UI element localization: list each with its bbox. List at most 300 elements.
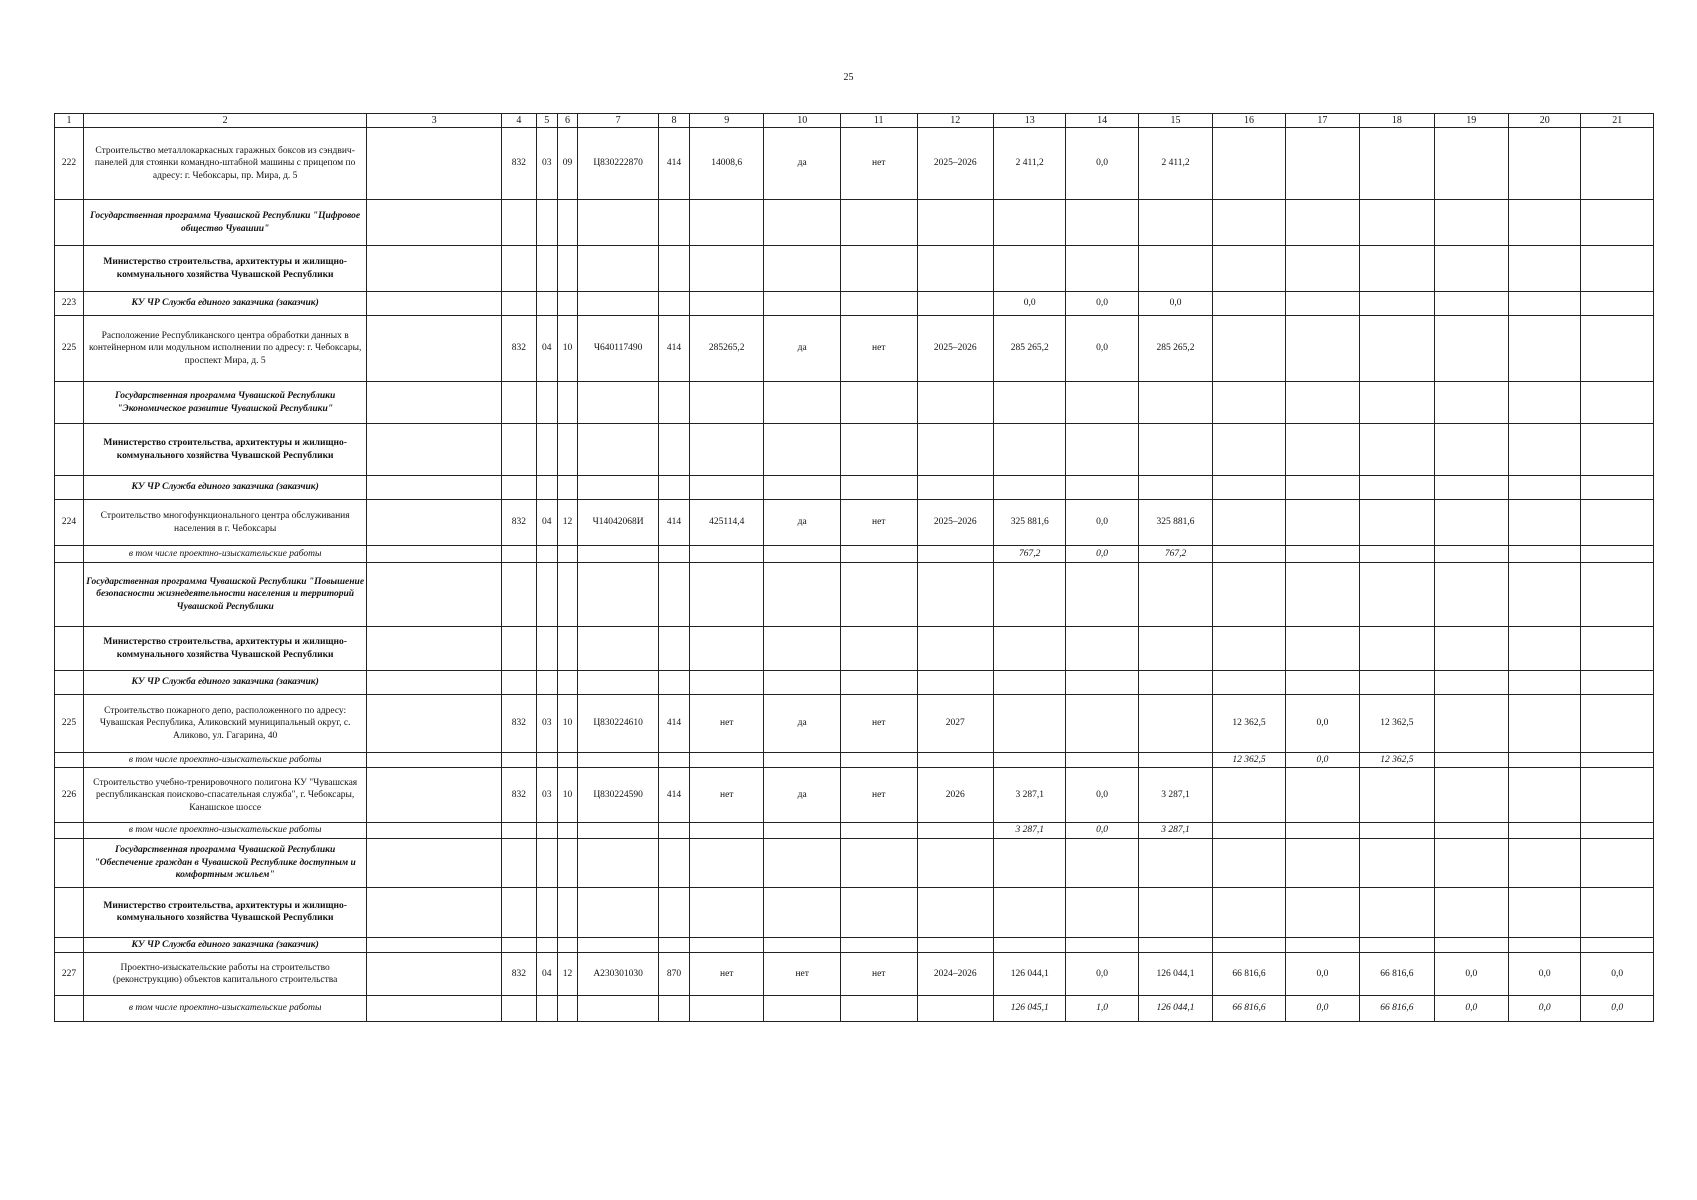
cell-col-5 xyxy=(536,546,557,563)
cell-col-20 xyxy=(1509,316,1581,382)
cell-col-12: 2027 xyxy=(917,695,994,753)
cell-col-11 xyxy=(840,823,917,838)
cell-col-13: 126 045,1 xyxy=(994,996,1066,1022)
cell-col-5 xyxy=(536,937,557,952)
cell-col-7: Ч14042068И xyxy=(578,500,659,546)
cell-col-6 xyxy=(557,476,578,500)
cell-col-11 xyxy=(840,476,917,500)
cell-col-10: да xyxy=(764,316,841,382)
cell-col-3 xyxy=(367,292,501,316)
cell-col-12 xyxy=(917,546,994,563)
cell-col-8: 414 xyxy=(658,695,689,753)
cell-col-14 xyxy=(1066,627,1138,671)
cell-col-9 xyxy=(689,546,763,563)
cell-col-5 xyxy=(536,671,557,695)
cell-col-6 xyxy=(557,382,578,424)
cell-col-7: А230301030 xyxy=(578,953,659,996)
object-row xyxy=(55,128,1654,200)
cell-col-20 xyxy=(1509,200,1581,246)
cell-col-19 xyxy=(1434,671,1508,695)
cell-col-16 xyxy=(1213,838,1285,887)
cell-col-5 xyxy=(536,996,557,1022)
cell-col-8 xyxy=(658,246,689,292)
cell-col-16 xyxy=(1213,128,1285,200)
row-number xyxy=(55,424,84,476)
cell-col-11 xyxy=(840,838,917,887)
cell-col-4 xyxy=(501,563,536,627)
cell-col-20 xyxy=(1509,937,1581,952)
cell-col-14 xyxy=(1066,937,1138,952)
cell-col-11 xyxy=(840,887,917,937)
column-number-3: 3 xyxy=(367,114,501,128)
cell-col-18: 12 362,5 xyxy=(1360,695,1434,753)
cell-col-10 xyxy=(764,838,841,887)
cell-col-4: 832 xyxy=(501,768,536,823)
cell-col-10: да xyxy=(764,695,841,753)
cell-col-16 xyxy=(1213,500,1285,546)
cell-col-16: 66 816,6 xyxy=(1213,953,1285,996)
cell-col-13 xyxy=(994,476,1066,500)
cell-col-11 xyxy=(840,546,917,563)
cell-col-4 xyxy=(501,887,536,937)
cell-col-4: 832 xyxy=(501,695,536,753)
cell-col-5 xyxy=(536,627,557,671)
cell-col-12 xyxy=(917,671,994,695)
cell-col-3 xyxy=(367,996,501,1022)
column-number-11: 11 xyxy=(840,114,917,128)
row-number: 225 xyxy=(55,695,84,753)
cell-col-14 xyxy=(1066,563,1138,627)
cell-col-12 xyxy=(917,996,994,1022)
cell-col-7 xyxy=(578,937,659,952)
cell-col-4 xyxy=(501,627,536,671)
cell-col-11: нет xyxy=(840,768,917,823)
cell-col-7 xyxy=(578,838,659,887)
cell-col-3 xyxy=(367,671,501,695)
cell-col-9 xyxy=(689,563,763,627)
cell-col-4 xyxy=(501,546,536,563)
cell-col-19: 0,0 xyxy=(1434,953,1508,996)
cell-col-4 xyxy=(501,246,536,292)
cell-col-9: нет xyxy=(689,695,763,753)
cell-col-15 xyxy=(1138,838,1212,887)
column-number-21: 21 xyxy=(1581,114,1654,128)
cell-col-6 xyxy=(557,546,578,563)
cell-col-14: 0,0 xyxy=(1066,953,1138,996)
cell-col-6 xyxy=(557,292,578,316)
column-number-15: 15 xyxy=(1138,114,1212,128)
cell-col-6 xyxy=(557,627,578,671)
object-name: Строительство металлокаркасных гаражных боксов из сэндвич-панелей для стоянки командно-штабной машины с прицепом по адресу: г. Чебоксары, пр. Мира, д. 5 xyxy=(83,128,366,200)
cell-col-10 xyxy=(764,823,841,838)
cell-col-18 xyxy=(1360,246,1434,292)
cell-col-20 xyxy=(1509,500,1581,546)
row-number xyxy=(55,627,84,671)
row-number: 222 xyxy=(55,128,84,200)
cell-col-8 xyxy=(658,887,689,937)
cell-col-7 xyxy=(578,382,659,424)
cell-col-9 xyxy=(689,823,763,838)
cell-col-6 xyxy=(557,996,578,1022)
cell-col-13: 3 287,1 xyxy=(994,823,1066,838)
column-number-16: 16 xyxy=(1213,114,1285,128)
cell-col-8 xyxy=(658,563,689,627)
cell-col-3 xyxy=(367,316,501,382)
cell-col-15 xyxy=(1138,627,1212,671)
cell-col-3 xyxy=(367,382,501,424)
customer-row xyxy=(55,671,1654,695)
cell-col-12 xyxy=(917,382,994,424)
cell-col-7: Ц830224610 xyxy=(578,695,659,753)
cell-col-6 xyxy=(557,838,578,887)
design-works-row xyxy=(55,996,1654,1022)
cell-col-16 xyxy=(1213,887,1285,937)
cell-col-8 xyxy=(658,838,689,887)
cell-col-14 xyxy=(1066,246,1138,292)
cell-col-13 xyxy=(994,838,1066,887)
row-number xyxy=(55,753,84,768)
cell-col-6: 12 xyxy=(557,953,578,996)
cell-col-9 xyxy=(689,200,763,246)
cell-col-9 xyxy=(689,937,763,952)
column-number-19: 19 xyxy=(1434,114,1508,128)
column-number-4: 4 xyxy=(501,114,536,128)
cell-col-12 xyxy=(917,292,994,316)
cell-col-21 xyxy=(1581,937,1654,952)
ministry-name: Министерство строительства, архитектуры и жилищно-коммунального хозяйства Чувашской Республики xyxy=(83,246,366,292)
cell-col-15 xyxy=(1138,476,1212,500)
cell-col-14: 0,0 xyxy=(1066,128,1138,200)
cell-col-15 xyxy=(1138,563,1212,627)
row-number xyxy=(55,838,84,887)
cell-col-18 xyxy=(1360,627,1434,671)
cell-col-8: 414 xyxy=(658,128,689,200)
cell-col-9 xyxy=(689,424,763,476)
cell-col-11 xyxy=(840,382,917,424)
cell-col-4: 832 xyxy=(501,500,536,546)
cell-col-13: 2 411,2 xyxy=(994,128,1066,200)
cell-col-8 xyxy=(658,627,689,671)
cell-col-12 xyxy=(917,887,994,937)
row-number xyxy=(55,476,84,500)
column-number-row xyxy=(55,114,1654,128)
cell-col-14 xyxy=(1066,424,1138,476)
cell-col-9 xyxy=(689,292,763,316)
cell-col-14 xyxy=(1066,695,1138,753)
cell-col-10 xyxy=(764,937,841,952)
cell-col-17: 0,0 xyxy=(1285,996,1359,1022)
cell-col-16: 66 816,6 xyxy=(1213,996,1285,1022)
cell-col-19 xyxy=(1434,128,1508,200)
row-number: 224 xyxy=(55,500,84,546)
cell-col-12: 2025–2026 xyxy=(917,500,994,546)
cell-col-18 xyxy=(1360,316,1434,382)
cell-col-6 xyxy=(557,200,578,246)
cell-col-10 xyxy=(764,476,841,500)
cell-col-18 xyxy=(1360,887,1434,937)
cell-col-8: 414 xyxy=(658,500,689,546)
cell-col-11: нет xyxy=(840,953,917,996)
cell-col-4: 832 xyxy=(501,128,536,200)
cell-col-21 xyxy=(1581,128,1654,200)
customer-row xyxy=(55,476,1654,500)
cell-col-19 xyxy=(1434,563,1508,627)
cell-col-7 xyxy=(578,823,659,838)
cell-col-18 xyxy=(1360,500,1434,546)
cell-col-12 xyxy=(917,627,994,671)
cell-col-16 xyxy=(1213,292,1285,316)
cell-col-14 xyxy=(1066,753,1138,768)
cell-col-16 xyxy=(1213,200,1285,246)
cell-col-18 xyxy=(1360,937,1434,952)
cell-col-12 xyxy=(917,823,994,838)
cell-col-12: 2026 xyxy=(917,768,994,823)
cell-col-9: 14008,6 xyxy=(689,128,763,200)
cell-col-18 xyxy=(1360,563,1434,627)
cell-col-4 xyxy=(501,996,536,1022)
row-number xyxy=(55,246,84,292)
cell-col-9 xyxy=(689,382,763,424)
cell-col-12: 2025–2026 xyxy=(917,316,994,382)
cell-col-4: 832 xyxy=(501,316,536,382)
cell-col-10 xyxy=(764,671,841,695)
cell-col-3 xyxy=(367,838,501,887)
cell-col-16 xyxy=(1213,563,1285,627)
cell-col-8 xyxy=(658,937,689,952)
cell-col-10 xyxy=(764,382,841,424)
cell-col-20 xyxy=(1509,128,1581,200)
cell-col-19 xyxy=(1434,937,1508,952)
cell-col-10: да xyxy=(764,500,841,546)
cell-col-11: нет xyxy=(840,128,917,200)
cell-col-17: 0,0 xyxy=(1285,695,1359,753)
cell-col-5 xyxy=(536,823,557,838)
cell-col-6 xyxy=(557,823,578,838)
cell-col-8 xyxy=(658,200,689,246)
cell-col-9 xyxy=(689,476,763,500)
object-name: Строительство пожарного депо, расположенного по адресу: Чувашская Республика, Аликовский муниципальный округ, с. Аликово, ул. Гагарина, 40 xyxy=(83,695,366,753)
cell-col-21 xyxy=(1581,695,1654,753)
cell-col-16 xyxy=(1213,424,1285,476)
cell-col-20 xyxy=(1509,887,1581,937)
cell-col-16 xyxy=(1213,382,1285,424)
object-row xyxy=(55,500,1654,546)
cell-col-18 xyxy=(1360,838,1434,887)
cell-col-21 xyxy=(1581,424,1654,476)
cell-col-3 xyxy=(367,627,501,671)
program-name: Государственная программа Чувашской Республики "Повышение безопасности жизнедеятельности населения и территорий Чувашской Республики xyxy=(83,563,366,627)
cell-col-11 xyxy=(840,424,917,476)
column-number-20: 20 xyxy=(1509,114,1581,128)
design-works-row xyxy=(55,753,1654,768)
column-number-6: 6 xyxy=(557,114,578,128)
cell-col-19 xyxy=(1434,424,1508,476)
cell-col-9 xyxy=(689,627,763,671)
cell-col-15 xyxy=(1138,937,1212,952)
cell-col-14 xyxy=(1066,838,1138,887)
cell-col-21 xyxy=(1581,292,1654,316)
cell-col-3 xyxy=(367,128,501,200)
cell-col-3 xyxy=(367,476,501,500)
row-number: 225 xyxy=(55,316,84,382)
investment-table xyxy=(54,113,1654,1022)
cell-col-7: Ц830222870 xyxy=(578,128,659,200)
cell-col-18 xyxy=(1360,424,1434,476)
cell-col-15: 325 881,6 xyxy=(1138,500,1212,546)
program-name: Государственная программа Чувашской Республики "Обеспечение граждан в Чувашской Республике доступным и комфортным жильем" xyxy=(83,838,366,887)
cell-col-12 xyxy=(917,200,994,246)
cell-col-5: 04 xyxy=(536,953,557,996)
cell-col-16: 12 362,5 xyxy=(1213,753,1285,768)
cell-col-7 xyxy=(578,671,659,695)
cell-col-3 xyxy=(367,546,501,563)
cell-col-21 xyxy=(1581,671,1654,695)
cell-col-11 xyxy=(840,292,917,316)
cell-col-7 xyxy=(578,627,659,671)
cell-col-5: 03 xyxy=(536,768,557,823)
cell-col-9: 285265,2 xyxy=(689,316,763,382)
cell-col-10 xyxy=(764,996,841,1022)
cell-col-20 xyxy=(1509,753,1581,768)
cell-col-6 xyxy=(557,887,578,937)
cell-col-14: 0,0 xyxy=(1066,500,1138,546)
cell-col-8 xyxy=(658,382,689,424)
cell-col-18 xyxy=(1360,671,1434,695)
cell-col-7 xyxy=(578,996,659,1022)
cell-col-17 xyxy=(1285,128,1359,200)
cell-col-6: 12 xyxy=(557,500,578,546)
object-name: Строительство многофункционального центра обслуживания населения в г. Чебоксары xyxy=(83,500,366,546)
cell-col-10 xyxy=(764,546,841,563)
cell-col-10 xyxy=(764,887,841,937)
cell-col-4 xyxy=(501,476,536,500)
cell-col-11 xyxy=(840,937,917,952)
cell-col-20 xyxy=(1509,838,1581,887)
object-name: Проектно-изыскательские работы на строительство (реконструкцию) объектов капитального строительства xyxy=(83,953,366,996)
cell-col-19 xyxy=(1434,382,1508,424)
column-number-10: 10 xyxy=(764,114,841,128)
cell-col-16 xyxy=(1213,671,1285,695)
cell-col-19 xyxy=(1434,627,1508,671)
design-works-label: в том числе проектно-изыскательские работы xyxy=(83,823,366,838)
row-number: 226 xyxy=(55,768,84,823)
cell-col-8: 414 xyxy=(658,316,689,382)
cell-col-4 xyxy=(501,838,536,887)
cell-col-15: 126 044,1 xyxy=(1138,953,1212,996)
cell-col-3 xyxy=(367,953,501,996)
cell-col-19 xyxy=(1434,292,1508,316)
cell-col-19 xyxy=(1434,246,1508,292)
cell-col-5: 04 xyxy=(536,500,557,546)
cell-col-10 xyxy=(764,200,841,246)
cell-col-13: 3 287,1 xyxy=(994,768,1066,823)
cell-col-11 xyxy=(840,753,917,768)
cell-col-12 xyxy=(917,246,994,292)
cell-col-17 xyxy=(1285,292,1359,316)
program-name: Государственная программа Чувашской Республики "Цифровое общество Чувашии" xyxy=(83,200,366,246)
cell-col-20 xyxy=(1509,695,1581,753)
cell-col-8: 870 xyxy=(658,953,689,996)
cell-col-15 xyxy=(1138,246,1212,292)
program-row xyxy=(55,563,1654,627)
cell-col-12: 2025–2026 xyxy=(917,128,994,200)
cell-col-16 xyxy=(1213,823,1285,838)
program-row xyxy=(55,200,1654,246)
cell-col-21: 0,0 xyxy=(1581,953,1654,996)
cell-col-17 xyxy=(1285,627,1359,671)
program-row xyxy=(55,838,1654,887)
cell-col-5 xyxy=(536,838,557,887)
cell-col-4: 832 xyxy=(501,953,536,996)
object-name: Строительство учебно-тренировочного полигона КУ "Чувашская республиканская поисково-спасательная служба", г. Чебоксары, Канашское шоссе xyxy=(83,768,366,823)
cell-col-8: 414 xyxy=(658,768,689,823)
cell-col-17: 0,0 xyxy=(1285,953,1359,996)
cell-col-14 xyxy=(1066,476,1138,500)
program-name: Государственная программа Чувашской Республики "Экономическое развитие Чувашской Республики" xyxy=(83,382,366,424)
column-number-12: 12 xyxy=(917,114,994,128)
cell-col-12 xyxy=(917,563,994,627)
design-works-row xyxy=(55,823,1654,838)
table-body xyxy=(55,114,1654,1022)
cell-col-11 xyxy=(840,627,917,671)
cell-col-17 xyxy=(1285,838,1359,887)
cell-col-12 xyxy=(917,424,994,476)
cell-col-6 xyxy=(557,424,578,476)
cell-col-7 xyxy=(578,887,659,937)
cell-col-16 xyxy=(1213,316,1285,382)
cell-col-14: 1,0 xyxy=(1066,996,1138,1022)
cell-col-21 xyxy=(1581,546,1654,563)
cell-col-6 xyxy=(557,563,578,627)
cell-col-19 xyxy=(1434,887,1508,937)
cell-col-5: 04 xyxy=(536,316,557,382)
cell-col-15 xyxy=(1138,887,1212,937)
cell-col-9 xyxy=(689,753,763,768)
cell-col-10 xyxy=(764,627,841,671)
cell-col-5 xyxy=(536,753,557,768)
cell-col-18 xyxy=(1360,200,1434,246)
cell-col-9 xyxy=(689,996,763,1022)
cell-col-13 xyxy=(994,753,1066,768)
cell-col-14: 0,0 xyxy=(1066,546,1138,563)
cell-col-7 xyxy=(578,476,659,500)
cell-col-5 xyxy=(536,292,557,316)
cell-col-13 xyxy=(994,424,1066,476)
cell-col-11 xyxy=(840,200,917,246)
cell-col-11 xyxy=(840,563,917,627)
cell-col-11 xyxy=(840,246,917,292)
cell-col-9 xyxy=(689,887,763,937)
cell-col-14: 0,0 xyxy=(1066,823,1138,838)
cell-col-7 xyxy=(578,424,659,476)
cell-col-3 xyxy=(367,200,501,246)
cell-col-7 xyxy=(578,246,659,292)
cell-col-15 xyxy=(1138,671,1212,695)
cell-col-19 xyxy=(1434,500,1508,546)
row-number: 223 xyxy=(55,292,84,316)
design-works-label: в том числе проектно-изыскательские работы xyxy=(83,753,366,768)
cell-col-7: Ц830224590 xyxy=(578,768,659,823)
cell-col-17 xyxy=(1285,476,1359,500)
cell-col-6 xyxy=(557,246,578,292)
cell-col-8 xyxy=(658,546,689,563)
cell-col-3 xyxy=(367,768,501,823)
cell-col-13: 767,2 xyxy=(994,546,1066,563)
row-number xyxy=(55,382,84,424)
cell-col-6: 10 xyxy=(557,695,578,753)
cell-col-21 xyxy=(1581,627,1654,671)
cell-col-20 xyxy=(1509,768,1581,823)
